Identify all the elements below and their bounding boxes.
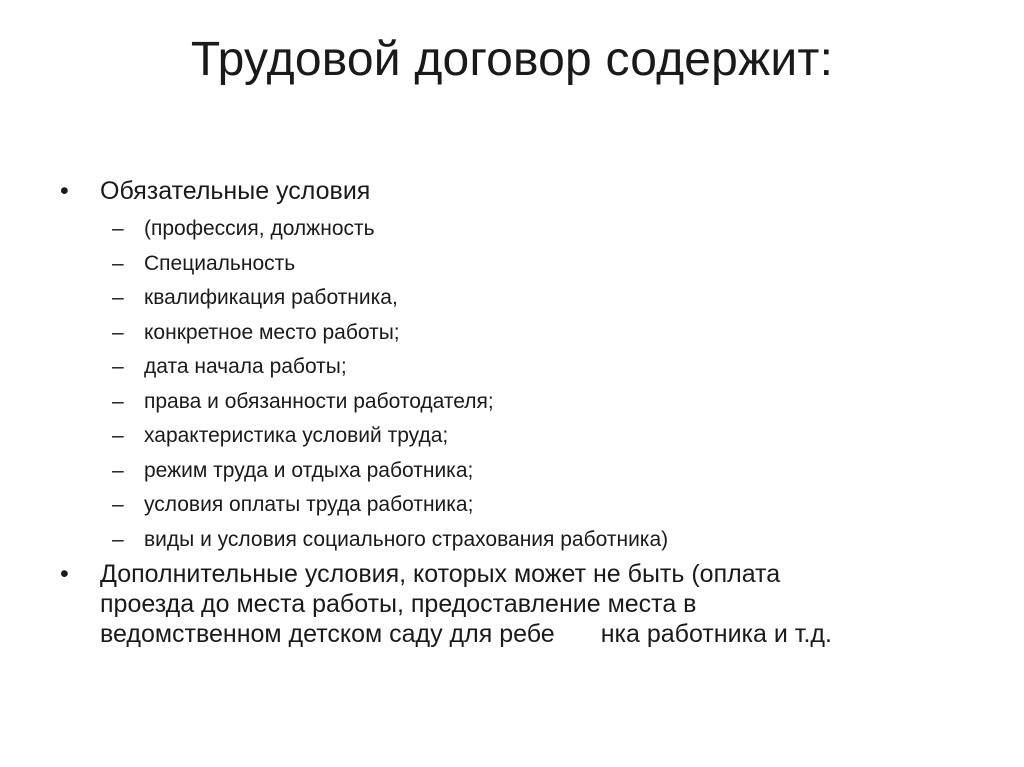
list-item bbox=[60, 454, 980, 489]
slide-title: Трудовой договор содержит: bbox=[190, 33, 834, 86]
dash-marker: – bbox=[112, 389, 124, 413]
additional-text-line-2: проезда до места работы, предоставление места в bbox=[100, 590, 697, 618]
bullet-additional-conditions bbox=[60, 559, 980, 649]
list-item-text: права и обязанности работодателя; bbox=[144, 389, 494, 413]
dash-marker: – bbox=[112, 424, 124, 447]
list-item-text: виды и условия социального страхования работника) bbox=[144, 527, 669, 551]
dash-marker: – bbox=[112, 217, 124, 240]
bullet-dot: • bbox=[60, 177, 69, 205]
list-item bbox=[60, 350, 980, 385]
slide-body bbox=[60, 176, 980, 655]
list-item bbox=[60, 523, 980, 558]
list-item bbox=[60, 385, 980, 420]
list-item-text: (профессия, должность bbox=[144, 217, 375, 240]
dash-marker: – bbox=[112, 527, 124, 551]
list-item-text: Специальность bbox=[144, 251, 296, 275]
list-item bbox=[60, 316, 980, 351]
list-item bbox=[60, 212, 980, 247]
list-item bbox=[60, 488, 980, 523]
list-item-text: конкретное место работы; bbox=[144, 320, 400, 344]
list-item bbox=[60, 281, 980, 316]
mandatory-items-list bbox=[60, 212, 980, 557]
list-item-text: характеристика условий труда; bbox=[144, 424, 449, 447]
list-item-text: квалификация работника, bbox=[144, 286, 398, 309]
additional-text-line-3b: нка работника и т.д. bbox=[600, 620, 832, 648]
bullet-dot: • bbox=[60, 560, 69, 588]
bullet-mandatory-conditions bbox=[60, 176, 980, 206]
list-item-text: дата начала работы; bbox=[144, 355, 347, 378]
dash-marker: – bbox=[112, 320, 124, 344]
mandatory-heading: Обязательные условия bbox=[100, 177, 371, 205]
list-item bbox=[60, 247, 980, 282]
list-item bbox=[60, 419, 980, 454]
dash-marker: – bbox=[112, 458, 124, 482]
dash-marker: – bbox=[112, 251, 124, 275]
additional-text-line-3a: ведомственном детском саду для ребе bbox=[100, 620, 555, 648]
list-item-text: режим труда и отдыха работника; bbox=[144, 458, 474, 482]
additional-text-line-1: Дополнительные условия, которых может не быть (оплата bbox=[100, 560, 781, 588]
additional-text-line-3 bbox=[100, 619, 960, 649]
dash-marker: – bbox=[112, 493, 124, 516]
dash-marker: – bbox=[112, 355, 124, 378]
list-item-text: условия оплаты труда работника; bbox=[144, 493, 474, 516]
dash-marker: – bbox=[112, 286, 124, 309]
